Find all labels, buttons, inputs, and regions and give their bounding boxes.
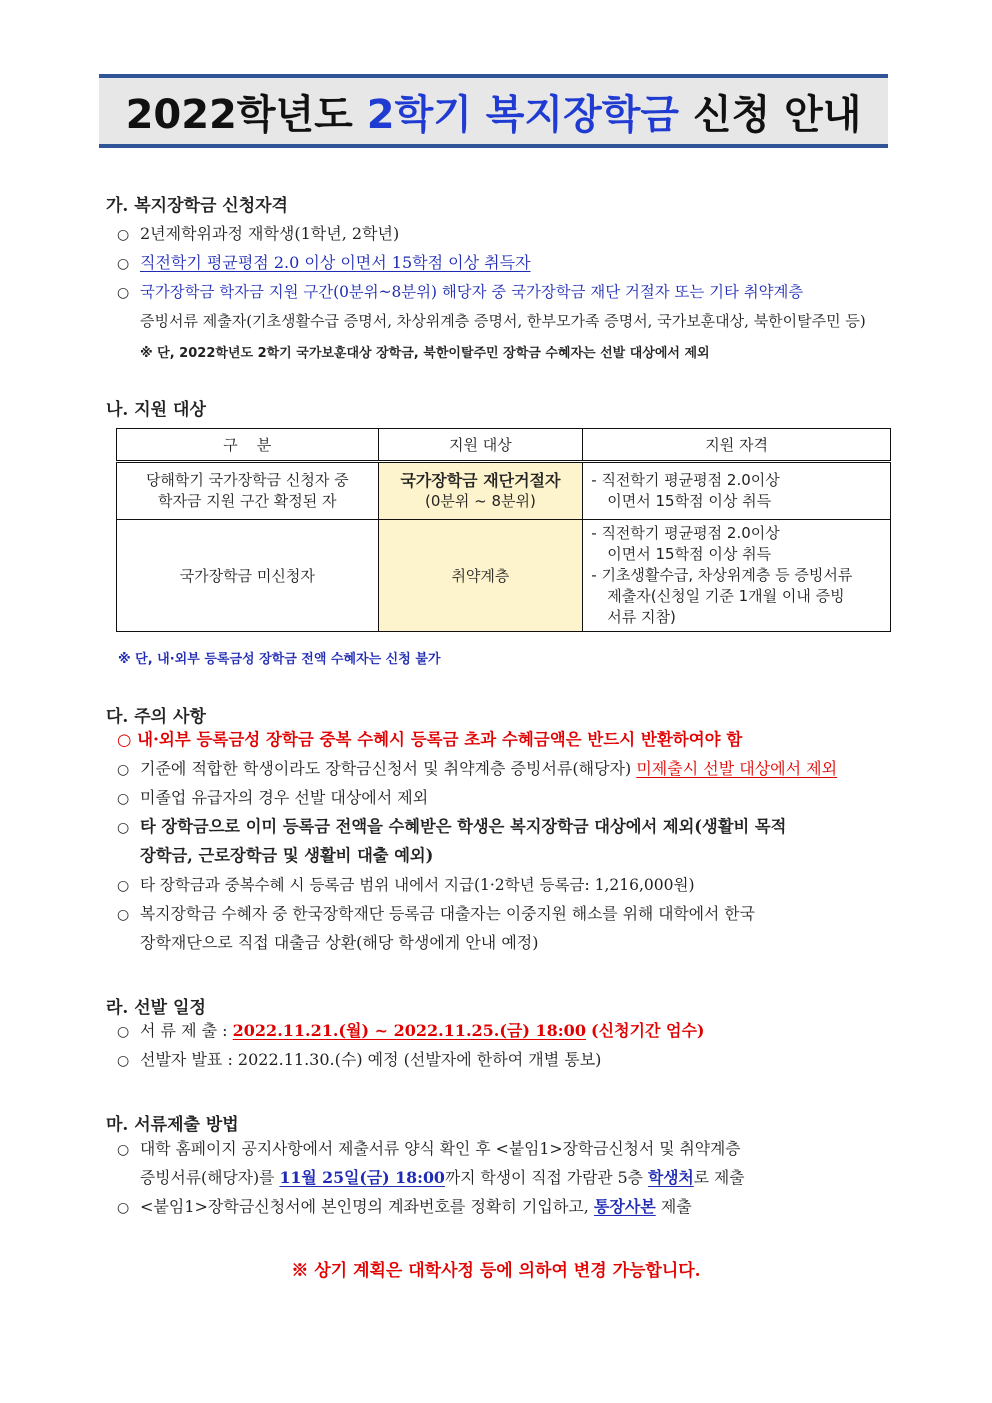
row2-category: 국가장학금 미신청자 [117,520,379,632]
col-header-qualification: 지원 자격 [583,429,891,462]
da-item-6-l2: 장학재단으로 직접 대출금 상환(해당 학생에게 안내 예정) [140,933,539,952]
bullet: ○ [117,1024,130,1040]
col-header-category: 구 분 [117,429,379,462]
row2-qual-l1: - 직전학기 평균평점 2.0이상 [591,524,780,542]
ga-item-2: 직전학기 평균평점 2.0 이상 이면서 15학점 이상 취득자 [140,253,531,272]
ga-item-3: 국가장학금 학자금 지원 구간(0분위~8분위) 해당자 중 국가장학금 재단 거절자 또는 기타 취약계층 [140,283,804,301]
row2-qual-l3: - 기초생활수급, 차상위계층 등 증빙서류 [591,566,853,584]
bullet: ○ [117,878,130,894]
row1-category-l1: 당해학기 국가장학금 신청자 중 [145,471,349,489]
bullet: ○ [117,1142,130,1158]
ma-item-1-l2: 증빙서류(해당자)를 11월 25일(금) 18:00까지 학생이 직접 가람관 5층 학생처로 제출 [140,1168,745,1187]
da-item-3: 미졸업 유급자의 경우 선발 대상에서 제외 [140,788,429,807]
bullet: ○ [117,762,130,778]
da-item-2: 기준에 적합한 학생이라도 장학금신청서 및 취약계층 증빙서류(해당자) 미제출시 선발 대상에서 제외 [140,759,838,778]
col-header-target: 지원 대상 [378,429,583,462]
ga-note: ※ 단, 2022학년도 2학기 국가보훈대상 장학금, 북한이탈주민 장학금 수혜자는 선발 대상에서 제외 [140,346,710,361]
title-highlight: 2학기 복지장학금 [366,91,679,138]
row1-category-l2: 학자금 지원 구간 확정된 자 [158,492,337,510]
da-item-4-l2: 장학금, 근로장학금 및 생활비 대출 예외) [140,846,434,865]
da-item-6-l1: 복지장학금 수혜자 중 한국장학재단 등록금 대출자는 이중지원 해소를 위해 대학에서 한국 [140,904,755,923]
ma-item-1-l1: 대학 홈페이지 공지사항에서 제출서류 양식 확인 후 <붙임1>장학금신청서 및 취약계층 [140,1139,741,1158]
bullet: ○ [117,1200,130,1216]
row1-qual-l1: - 직전학기 평균평점 2.0이상 [591,471,780,489]
row1-target-l2: (0분위 ~ 8분위) [424,492,536,510]
ra-item-1: 서 류 제 출 : 2022.11.21.(월) ~ 2022.11.25.(금) 18:00 (신청기간 엄수) [140,1021,705,1040]
na-note: ※ 단, 내·외부 등록금성 장학금 전액 수혜자는 신청 불가 [118,652,441,667]
ma-item-2: <붙임1>장학금신청서에 본인명의 계좌번호를 정확히 기입하고, 통장사본 제출 [140,1197,692,1216]
final-note: ※ 상기 계획은 대학사정 등에 의하여 변경 가능합니다. [291,1261,701,1281]
ra-item-2: 선발자 발표 : 2022.11.30.(수) 예정 (선발자에 한하여 개별 통보) [140,1050,602,1069]
row2-qual-l2: 이면서 15학점 이상 취득 [607,545,772,563]
ga-item-1: 2년제학위과정 재학생(1학년, 2학년) [140,224,400,243]
student-office: 학생처 [647,1168,694,1187]
row1-qual-l2: 이면서 15학점 이상 취득 [607,492,772,510]
da-item-4-l1: 타 장학금으로 이미 등록금 전액을 수혜받은 학생은 복지장학금 대상에서 제외(생활비 목적 [140,817,787,836]
row1-target-l1: 국가장학금 재단거절자 [400,471,561,490]
da-item-5: 타 장학금과 중복수혜 시 등록금 범위 내에서 지급(1·2학년 등록금: 1,216,000원) [140,876,695,894]
da-item-2-emphasis: 미제출시 선발 대상에서 제외 [636,759,838,778]
bullet: ○ [117,791,130,807]
application-period: 2022.11.21.(월) ~ 2022.11.25.(금) 18:00 [232,1021,586,1040]
row2-qual-l5: 서류 지참) [607,608,676,626]
support-table [116,428,891,632]
bullet: ○ [117,227,130,243]
table-row [117,462,891,520]
deadline-date: 11월 25일(금) 18:00 [279,1168,445,1187]
section-na-heading: 나. 지원 대상 [106,400,206,420]
table-header-row [117,429,891,462]
title-banner [99,74,888,148]
table-row [117,520,891,632]
row2-qual-l4: 제출자(신청일 기준 1개월 이내 증빙 [607,587,845,605]
da-item-1: ○ 내·외부 등록금성 장학금 중복 수혜시 등록금 초과 수혜금액은 반드시 반환하여야 함 [117,730,743,749]
bankbook-copy: 통장사본 [593,1197,656,1216]
section-ma-heading: 마. 서류제출 방법 [106,1115,239,1135]
bullet: ○ [117,1053,130,1069]
section-ra-heading: 라. 선발 일정 [106,998,206,1018]
section-ga-heading: 가. 복지장학금 신청자격 [106,196,288,216]
bullet: ○ [117,907,130,923]
ga-item-3-cont: 증빙서류 제출자(기초생활수급 증명서, 차상위계층 증명서, 한부모가족 증명서, 국가보훈대상, 북한이탈주민 등) [140,312,866,330]
section-da-heading: 다. 주의 사항 [106,707,206,727]
page-title: 2022학년도 2학기 복지장학금 신청 안내 [125,91,862,138]
row2-target: 취약계층 [378,520,583,632]
bullet: ○ [117,285,130,301]
bullet: ○ [117,820,130,836]
bullet: ○ [117,256,130,272]
